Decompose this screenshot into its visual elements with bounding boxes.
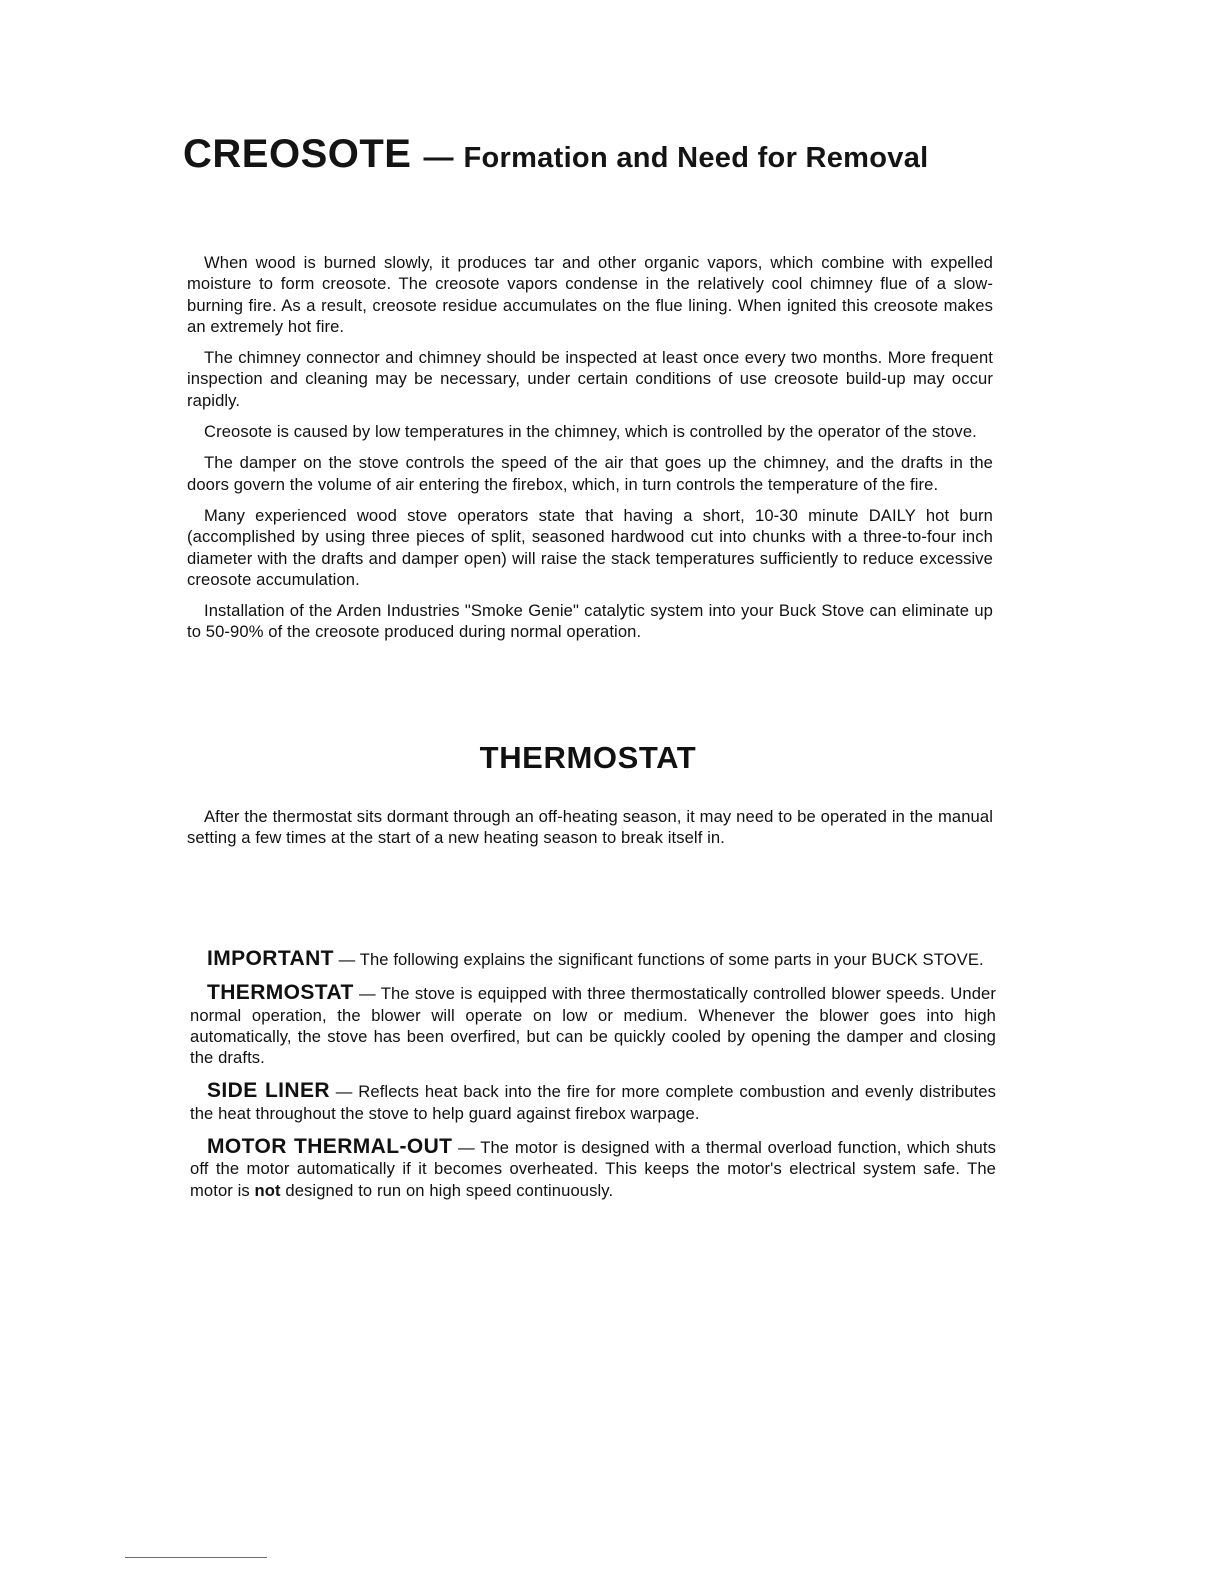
side-liner-note [190, 1080, 996, 1124]
creosote-paragraph-2: The chimney connector and chimney should be inspected at least once every two months. More frequent inspection and cleaning may be necessary, under certain conditions of use creosote build-up may occur rapidly. [187, 348, 993, 410]
title-dash: — [423, 141, 454, 174]
footer-rule [125, 1557, 267, 1558]
motor-text-bold: not [254, 1180, 281, 1200]
creosote-paragraph-3: Creosote is caused by low temperatures in the chimney, which is controlled by the operator of the stove. [204, 422, 977, 442]
motor-text-before: The motor is designed with a thermal overload function, which shuts off the motor automatically if it becomes overheated. This keeps the motor's electrical system safe. The motor is [190, 1138, 996, 1200]
motor-note [190, 1136, 996, 1201]
page-title [183, 132, 929, 177]
important-section [190, 948, 996, 1213]
thermostat-heading: THERMOSTAT [479, 740, 697, 775]
title-main: CREOSOTE [183, 132, 412, 176]
motor-term: MOTOR THERMAL-OUT [207, 1135, 453, 1159]
thermostat-section [187, 806, 993, 859]
creosote-section [187, 252, 993, 653]
side-liner-text: Reflects heat back into the fire for more complete combustion and evenly distributes the heat throughout the stove to help guard against firebox warpage. [190, 1082, 996, 1123]
title-subtitle: Formation and Need for Removal [463, 142, 929, 174]
side-liner-term: SIDE LINER [207, 1079, 330, 1103]
creosote-paragraph-5: Many experienced wood stove operators state that having a short, 10-30 minute DAILY hot burn (accomplished by using three pieces of split, seasoned hardwood cut into chunks with a three-to-four inch diameter with the drafts and damper open) will raise the stack temperatures sufficiently to reduce excessive creosote accumulation. [187, 505, 993, 589]
important-intro [190, 948, 996, 970]
creosote-paragraph-1: When wood is burned slowly, it produces tar and other organic vapors, which combine with expelled moisture to form creosote. The creosote vapors condense in the relatively cool chimney flue of a slow-burning fire. As a result, creosote residue accumulates on the flue lining. When ignited this creosote makes an extremely hot fire. [187, 253, 993, 336]
important-dash: — [338, 950, 356, 969]
creosote-paragraph-4: The damper on the stove controls the speed of the air that goes up the chimney, and the drafts in the doors govern the volume of air entering the firebox, which, in turn controls the temperature of the fire. [187, 453, 993, 494]
thermostat-note [190, 982, 996, 1068]
thermostat-text: The stove is equipped with three thermostatically controlled blower speeds. Under normal operation, the blower will operate on low or medium. Whenever the blower goes into high automatically, the stove has been overfired, but can be quickly cooled by opening the damper and closing the drafts. [190, 984, 996, 1068]
thermostat-paragraph: After the thermostat sits dormant through an off-heating season, it may need to be operated in the manual setting a few times at the start of a new heating season to break itself in. [187, 807, 993, 848]
important-term: IMPORTANT [207, 947, 334, 970]
thermostat-term: THERMOSTAT [207, 981, 354, 1005]
important-text: The following explains the significant functions of some parts in your BUCK STOVE. [359, 950, 984, 969]
creosote-paragraph-6: Installation of the Arden Industries "Smoke Genie" catalytic system into your Buck Stove can eliminate up to 50-90% of the creosote produced during normal operation. [187, 601, 993, 642]
side-liner-dash: — [335, 1082, 353, 1102]
thermostat-dash: — [359, 984, 376, 1004]
motor-dash: — [458, 1138, 475, 1158]
motor-text-after: designed to run on high speed continuously. [285, 1180, 614, 1200]
